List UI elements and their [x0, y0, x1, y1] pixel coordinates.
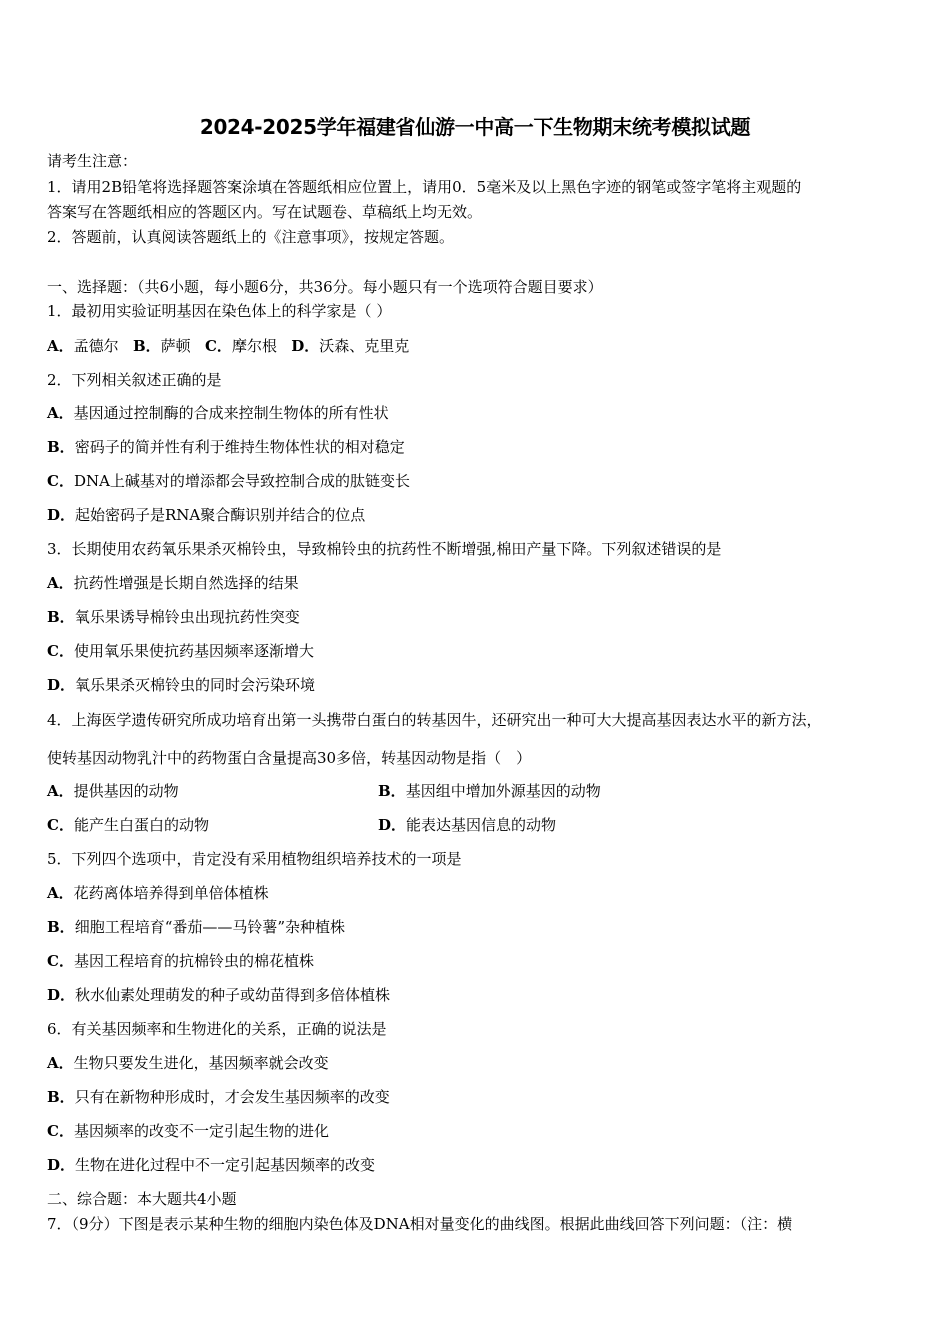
question-5-stem: 5．下列四个选项中，肯定没有采用植物组织培养技术的一项是: [47, 850, 462, 868]
q3-option-a-text: 抗药性增强是长期自然选择的结果: [73, 574, 299, 592]
q5-option-c: [47, 951, 314, 971]
section-2-heading: 二、综合题：本大题共4小题: [47, 1190, 237, 1208]
q3-option-d-letter: D．: [47, 676, 76, 694]
q2-option-c-text: DNA上碱基对的增添都会导致控制合成的肽链变长: [73, 472, 410, 490]
notice-item-1-line-1: 1．请用2B铅笔将选择题答案涂填在答题纸相应位置上，请用0．5毫米及以上黑色字迹的钢笔或签字笔将主观题的: [47, 178, 802, 196]
q4-option-b-letter: B．: [378, 782, 406, 800]
q2-option-b-text: 密码子的简并性有利于维持生物体性状的相对稳定: [74, 438, 405, 456]
question-3-stem: 3．长期使用农药氧乐果杀灭棉铃虫，导致棉铃虫的抗药性不断增强,棉田产量下降。下列叙述错误的是: [47, 540, 722, 558]
q3-option-c-letter: C．: [47, 642, 74, 660]
q2-option-b: [47, 437, 405, 457]
q4-option-b-text: 基因组中增加外源基因的动物: [405, 782, 601, 800]
q1-option-a-letter: A．: [47, 337, 74, 355]
section-1-heading: 一、选择题：（共6小题，每小题6分，共36分。每小题只有一个选项符合题目要求）: [47, 278, 603, 296]
q5-option-d-letter: D．: [47, 986, 76, 1004]
q5-option-b-letter: B．: [47, 918, 75, 936]
q3-option-c-text: 使用氧乐果使抗药基因频率逐渐增大: [73, 642, 314, 660]
q5-option-c-text: 基因工程培育的抗棉铃虫的棉花植株: [73, 952, 314, 970]
q6-option-d: [47, 1155, 375, 1175]
q2-option-d-letter: D．: [47, 506, 76, 524]
question-1-options: [47, 336, 409, 356]
q2-option-d: [47, 505, 365, 525]
q6-option-b-letter: B．: [47, 1088, 75, 1106]
question-6-stem: 6．有关基因频率和生物进化的关系，正确的说法是: [47, 1020, 387, 1038]
q2-option-a-text: 基因通过控制酶的合成来控制生物体的所有性状: [73, 404, 389, 422]
q5-option-b-text: 细胞工程培育“番茄——马铃薯”杂种植株: [74, 918, 346, 936]
q2-option-d-text: 起始密码子是RNA聚合酶识别并结合的位点: [75, 506, 366, 524]
question-7-stem: 7．（9分）下图是表示某种生物的细胞内染色体及DNA相对量变化的曲线图。根据此曲线回答下列问题：（注：横: [47, 1215, 793, 1233]
q5-option-a: [47, 883, 269, 903]
q2-option-a: [47, 403, 389, 423]
notice-item-2: 2．答题前，认真阅读答题纸上的《注意事项》，按规定答题。: [47, 228, 455, 246]
q4-option-c-text: 能产生白蛋白的动物: [73, 816, 209, 834]
q6-option-b: [47, 1087, 390, 1107]
q1-option-d-text: 沃森、克里克: [319, 337, 410, 355]
question-4-stem-line-2: 使转基因动物乳汁中的药物蛋白含量提高30多倍，转基因动物是指（ ）: [47, 749, 532, 767]
q6-option-b-text: 只有在新物种形成时，才会发生基因频率的改变: [74, 1088, 390, 1106]
q6-option-a-letter: A．: [47, 1054, 74, 1072]
q6-option-c: [47, 1121, 329, 1141]
q6-option-a: [47, 1053, 329, 1073]
q4-option-row-2: [47, 815, 209, 835]
q1-option-b-text: 萨顿: [160, 337, 191, 355]
q6-option-c-letter: C．: [47, 1122, 74, 1140]
question-4-stem-line-1: 4．上海医学遗传研究所成功培育出第一头携带白蛋白的转基因牛，还研究出一种可大大提高基因表达水平的新方法，: [47, 711, 822, 729]
exam-title: 2024-2025学年福建省仙游一中高一下生物期末统考模拟试题: [199, 115, 751, 139]
q3-option-b: [47, 607, 300, 627]
q1-option-b-letter: B．: [132, 337, 161, 355]
q3-option-a: [47, 573, 299, 593]
q4-option-c-letter: C．: [47, 816, 74, 834]
q2-option-a-letter: A．: [47, 404, 74, 422]
q4-option-a-letter: A．: [47, 782, 74, 800]
q3-option-a-letter: A．: [47, 574, 74, 592]
notice-heading: 请考生注意：: [47, 152, 138, 170]
q4-option-d: [378, 815, 556, 835]
q1-option-d-letter: D．: [291, 337, 320, 355]
q3-option-d-text: 氧乐果杀灭棉铃虫的同时会污染环境: [75, 676, 316, 694]
q1-option-c-text: 摩尔根: [231, 337, 277, 355]
q4-option-row-1: [47, 781, 179, 801]
q5-option-a-letter: A．: [47, 884, 74, 902]
q5-option-b: [47, 917, 345, 937]
q5-option-a-text: 花药离体培养得到单倍体植株: [73, 884, 269, 902]
notice-item-1-line-2: 答案写在答题纸相应的答题区内。写在试题卷、草稿纸上均无效。: [47, 203, 483, 221]
question-2-stem: 2．下列相关叙述正确的是: [47, 371, 222, 389]
q3-option-d: [47, 675, 315, 695]
q6-option-a-text: 生物只要发生进化，基因频率就会改变: [73, 1054, 329, 1072]
q2-option-c: [47, 471, 410, 491]
q3-option-b-letter: B．: [47, 608, 75, 626]
q2-option-b-letter: B．: [47, 438, 75, 456]
q5-option-d: [47, 985, 390, 1005]
q3-option-b-text: 氧乐果诱导棉铃虫出现抗药性突变: [74, 608, 300, 626]
question-1-stem: 1．最初用实验证明基因在染色体上的科学家是（ ）: [47, 302, 392, 320]
q5-option-d-text: 秋水仙素处理萌发的种子或幼苗得到多倍体植株: [75, 986, 391, 1004]
q5-option-c-letter: C．: [47, 952, 74, 970]
q1-option-c-letter: C．: [204, 337, 232, 355]
q6-option-d-letter: D．: [47, 1156, 76, 1174]
q4-option-d-text: 能表达基因信息的动物: [406, 816, 557, 834]
q1-option-a-text: 孟德尔: [73, 337, 119, 355]
q4-option-d-letter: D．: [378, 816, 407, 834]
q6-option-d-text: 生物在进化过程中不一定引起基因频率的改变: [75, 1156, 376, 1174]
q4-option-b: [378, 781, 601, 801]
q6-option-c-text: 基因频率的改变不一定引起生物的进化: [73, 1122, 329, 1140]
q3-option-c: [47, 641, 314, 661]
q2-option-c-letter: C．: [47, 472, 74, 490]
q4-option-a-text: 提供基因的动物: [73, 782, 179, 800]
